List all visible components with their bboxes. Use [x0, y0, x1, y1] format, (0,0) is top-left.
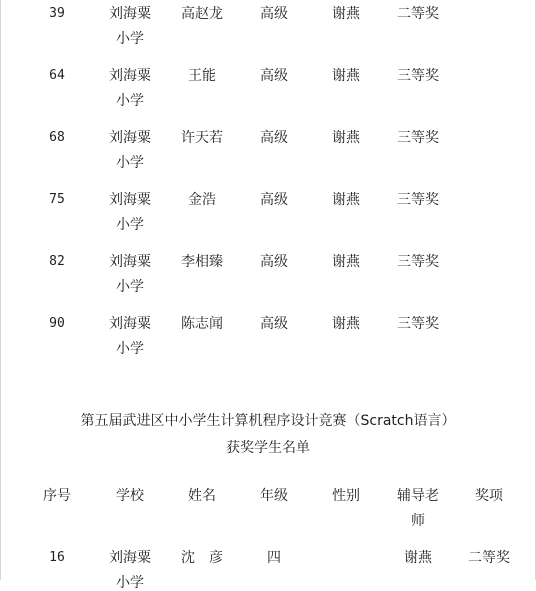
grade-cell: 高级 [260, 68, 288, 84]
grade-cell: 高级 [260, 316, 288, 332]
award-cell: 二等奖 [468, 550, 510, 566]
school-cell: 刘海粟 [109, 550, 151, 566]
grade-cell: 四 [267, 550, 281, 566]
teacher-cell: 谢燕 [332, 192, 360, 208]
grade-cell: 高级 [260, 192, 288, 208]
teacher-cell: 谢燕 [332, 254, 360, 270]
school-cell: 刘海粟 [109, 68, 151, 84]
serial-number-cell: 82 [49, 254, 65, 269]
school-cell: 刘海粟 [109, 192, 151, 208]
grade-cell: 高级 [260, 6, 288, 22]
school-cell: 刘海粟 [109, 6, 151, 22]
school-cell: 刘海粟 [109, 130, 151, 146]
award-cell: 三等奖 [397, 316, 439, 332]
serial-number-cell: 64 [49, 68, 65, 83]
header-teacher: 辅导老 [397, 488, 439, 504]
school-cell-cont: 小学 [116, 341, 144, 357]
student-name-cell: 高赵龙 [181, 6, 223, 22]
serial-number-cell: 68 [49, 130, 65, 145]
serial-number-cell: 75 [49, 192, 65, 207]
school-cell-cont: 小学 [116, 217, 144, 233]
header-award: 奖项 [475, 488, 503, 504]
teacher-cell: 谢燕 [332, 316, 360, 332]
section-title: 第五届武进区中小学生计算机程序设计竞赛（Scratch语言） [80, 413, 456, 429]
award-cell: 三等奖 [397, 192, 439, 208]
student-name-cell: 王能 [188, 68, 216, 84]
school-cell-cont: 小学 [116, 31, 144, 47]
school-cell-cont: 小学 [116, 155, 144, 171]
school-cell-cont: 小学 [116, 279, 144, 295]
student-name-cell: 沈 彦 [181, 550, 223, 566]
teacher-cell: 谢燕 [404, 550, 432, 566]
school-cell: 刘海粟 [109, 316, 151, 332]
teacher-cell: 谢燕 [332, 130, 360, 146]
serial-number-cell: 16 [49, 550, 65, 565]
student-name-cell: 金浩 [188, 192, 216, 208]
section-subtitle: 获奖学生名单 [226, 440, 310, 456]
teacher-cell: 谢燕 [332, 6, 360, 22]
header-grade: 年级 [260, 488, 288, 504]
serial-number-cell: 39 [49, 6, 65, 21]
award-cell: 二等奖 [397, 6, 439, 22]
header-gender: 性别 [332, 488, 360, 504]
award-cell: 三等奖 [397, 130, 439, 146]
student-name-cell: 李相臻 [181, 254, 223, 270]
header-school: 学校 [116, 488, 144, 504]
student-name-cell: 陈志闻 [181, 316, 223, 332]
award-cell: 三等奖 [397, 68, 439, 84]
grade-cell: 高级 [260, 130, 288, 146]
header-serial-number: 序号 [43, 488, 71, 504]
school-cell-cont: 小学 [116, 93, 144, 109]
header-teacher-cont: 师 [411, 513, 425, 529]
grade-cell: 高级 [260, 254, 288, 270]
header-student-name: 姓名 [188, 488, 216, 504]
student-name-cell: 许天若 [181, 130, 223, 146]
award-cell: 三等奖 [397, 254, 439, 270]
school-cell-cont: 小学 [116, 575, 144, 591]
teacher-cell: 谢燕 [332, 68, 360, 84]
page-left-border [0, 0, 1, 580]
serial-number-cell: 90 [49, 316, 65, 331]
school-cell: 刘海粟 [109, 254, 151, 270]
